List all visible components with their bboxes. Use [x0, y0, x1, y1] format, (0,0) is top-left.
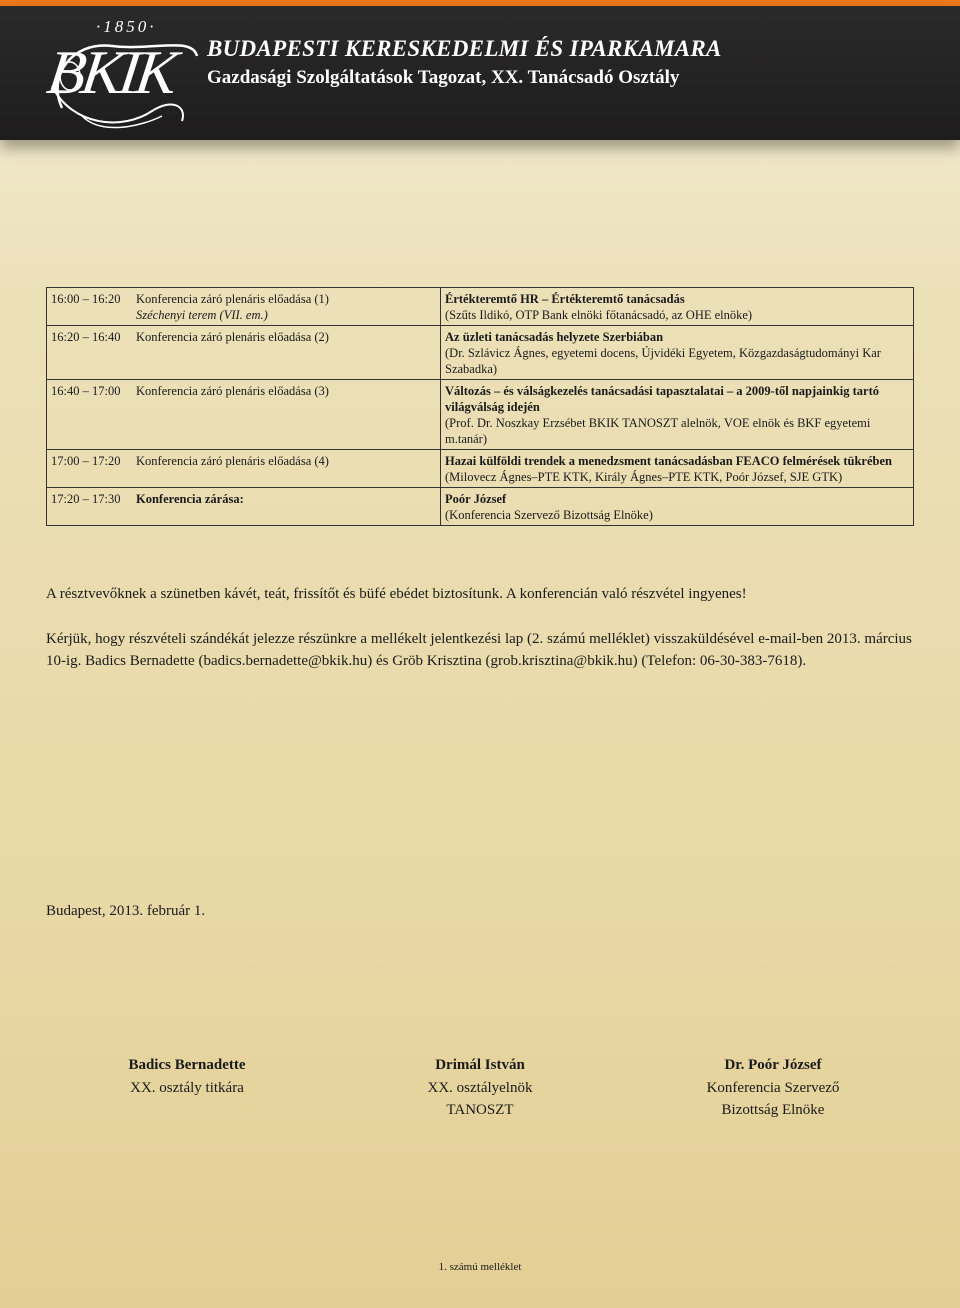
table-row	[47, 450, 914, 488]
session-event	[132, 488, 441, 526]
session-talk	[441, 380, 914, 450]
table-row	[47, 288, 914, 326]
signer-title-2: Bizottság Elnöke	[721, 1102, 825, 1118]
schedule-table	[46, 287, 914, 526]
organization-subtitle: Gazdasági Szolgáltatások Tagozat, XX. Tanácsadó Osztály	[207, 67, 680, 88]
talk-speaker: (Konferencia Szervező Bizottság Elnöke)	[445, 508, 653, 522]
table-row	[47, 488, 914, 526]
signature-block	[350, 1054, 610, 1122]
talk-speaker: (Szűts Ildikó, OTP Bank elnöki főtanácsadó, az OHE elnöke)	[445, 308, 753, 322]
talk-title: Változás – és válságkezelés tanácsadási tapasztalatai – a 2009-től napjainkig tartó világválság idején	[445, 384, 880, 414]
logo-year: ·1850·	[96, 17, 157, 36]
signer-name: Drimál István	[435, 1057, 525, 1073]
signature-block	[57, 1054, 317, 1099]
talk-speaker: (Prof. Dr. Noszkay Erzsébet BKIK TANOSZT alelnök, VOE elnök és BKF egyetemi m.tanár)	[445, 416, 871, 446]
registration-note: Kérjük, hogy részvételi szándékát jelezze részünkre a mellékelt jelentkezési lap (2. számú melléklet) visszaküldésével e-mail-ben 2013. március 10-ig. Badics Bernadette (badics.bernadette@bkik.hu) és Gröb Krisztina (grob.krisztina@bkik.hu) (Telefon: 06-30-383-7618).	[46, 631, 912, 669]
table-row	[47, 380, 914, 450]
bkik-logo	[42, 16, 202, 134]
session-event	[132, 380, 441, 450]
event-label: Konferencia záró plenáris előadása (2)	[136, 330, 329, 344]
signer-title: XX. osztályelnök	[427, 1079, 533, 1096]
session-event	[132, 326, 441, 380]
signature-block	[643, 1054, 903, 1122]
talk-title: Poór József	[445, 492, 507, 506]
catering-note: A résztvevőknek a szünetben kávét, teát, frissítőt és büfé ebédet biztosítunk. A konferencián való részvétel ingyenes!	[46, 586, 747, 602]
session-talk	[441, 488, 914, 526]
page-header	[0, 6, 960, 140]
session-time: 16:00 – 16:20	[47, 288, 133, 326]
talk-speaker: (Milovecz Ágnes–PTE KTK, Király Ágnes–PTE KTK, Poór József, SJE GTK)	[445, 470, 843, 484]
event-label: Konferencia záró plenáris előadása (4)	[136, 454, 329, 468]
session-event	[132, 288, 441, 326]
session-time: 17:20 – 17:30	[47, 488, 133, 526]
signer-name: Badics Bernadette	[128, 1057, 246, 1073]
talk-speaker: (Dr. Szlávicz Ágnes, egyetemi docens, Újvidéki Egyetem, Közgazdaságtudományi Kar Szabadka)	[445, 346, 881, 376]
organization-name: BUDAPESTI KERESKEDELMI ÉS IPARKAMARA	[207, 36, 722, 61]
session-talk	[441, 288, 914, 326]
event-location: Széchenyi terem (VII. em.)	[136, 308, 268, 322]
signer-title: Konferencia Szervező	[706, 1079, 840, 1096]
logo-letters: BKIK	[43, 39, 179, 107]
talk-title: Az üzleti tanácsadás helyzete Szerbiában	[445, 330, 664, 344]
table-row	[47, 326, 914, 380]
session-talk	[441, 326, 914, 380]
signer-name: Dr. Poór József	[724, 1057, 822, 1073]
page-footer: 1. számú melléklet	[438, 1261, 522, 1273]
session-time: 16:20 – 16:40	[47, 326, 133, 380]
signer-title-2: TANOSZT	[446, 1102, 514, 1118]
document-date: Budapest, 2013. február 1.	[46, 903, 206, 919]
signer-title: XX. osztály titkára	[130, 1079, 244, 1096]
event-label: Konferencia zárása:	[136, 492, 244, 506]
talk-title: Hazai külföldi trendek a menedzsment tanácsadásban FEACO felmérések tükrében	[445, 454, 892, 468]
session-event	[132, 450, 441, 488]
session-time: 17:00 – 17:20	[47, 450, 133, 488]
talk-title: Értékteremtő HR – Értékteremtő tanácsadás	[445, 292, 685, 306]
session-time: 16:40 – 17:00	[47, 380, 133, 450]
session-talk	[441, 450, 914, 488]
event-label: Konferencia záró plenáris előadása (3)	[136, 384, 329, 398]
event-label: Konferencia záró plenáris előadása (1)	[136, 292, 329, 306]
